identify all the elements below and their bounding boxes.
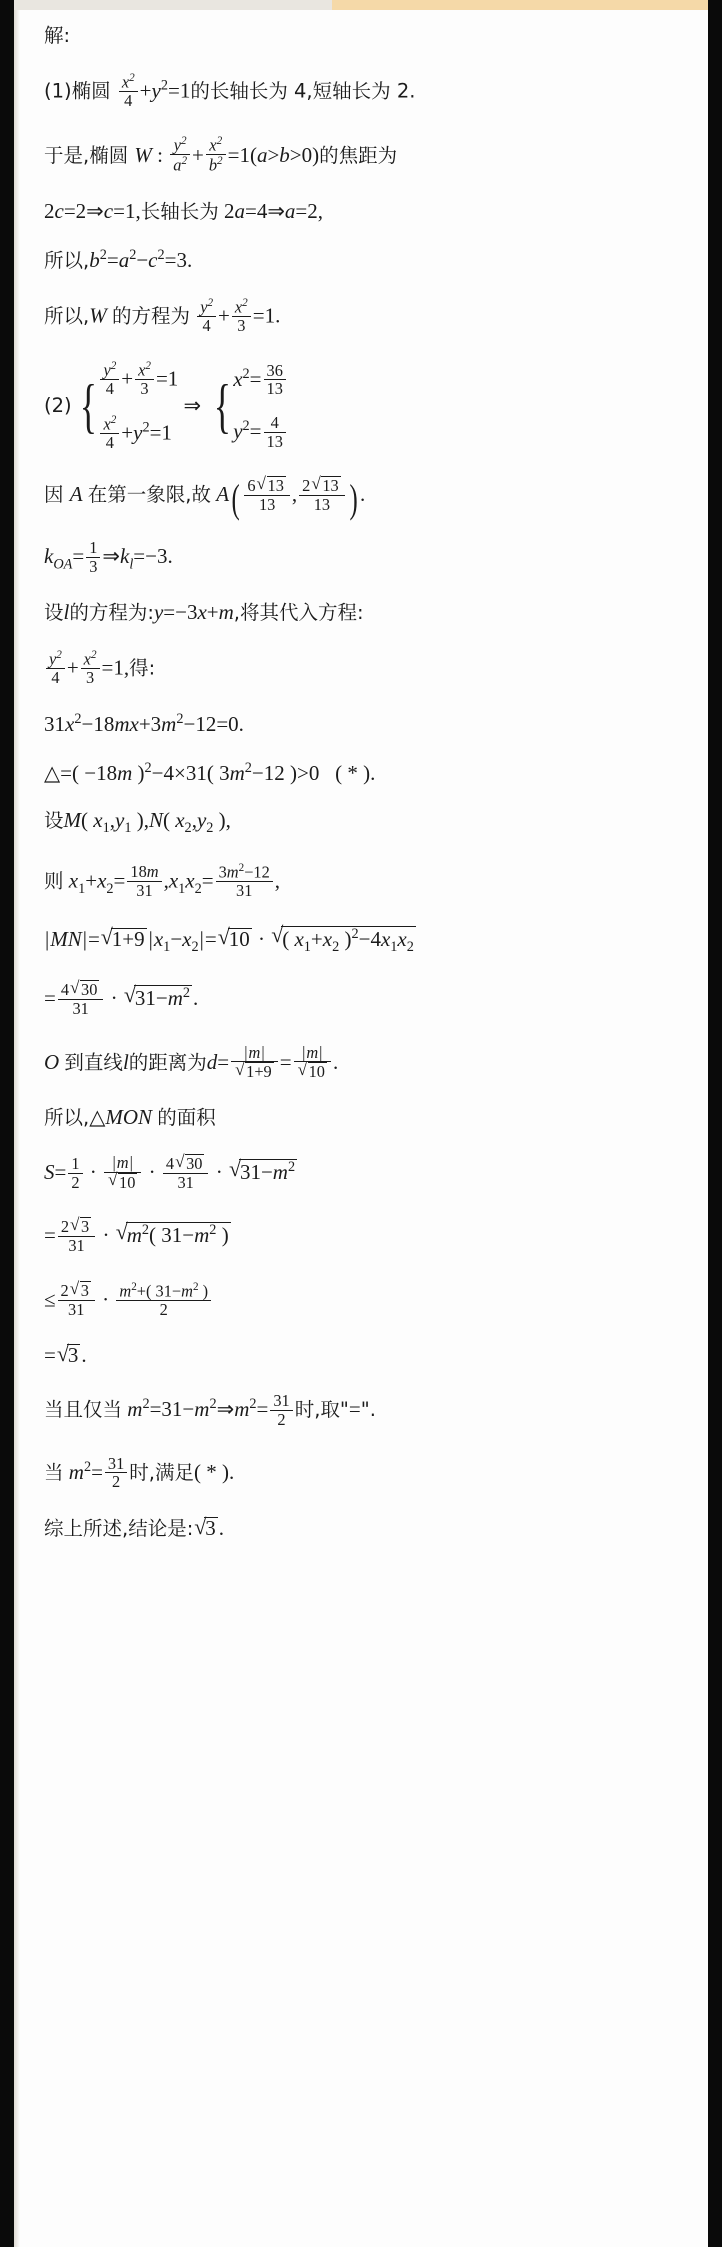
line-part2-A: 因 A 在第一象限,故 A( $\frac{6 √ 13}{13}$ , $\frac{2 √ 13}{13}$ ) . — [44, 476, 688, 513]
solution-heading: 解: — [44, 24, 71, 47]
paper-surface — [14, 0, 708, 2247]
page-right-margin — [708, 0, 722, 2247]
line-part2-S3: ≤ $\frac{2 √ 3}{31}$ · $\frac{m^2+( 31-m^2 )}{2}$ — [44, 1281, 688, 1319]
line-conclusion: 综上所述,结论是: √ 3 . — [44, 1517, 688, 1539]
line-part2-vieta: 则 $x_1+x_2=$ $\frac{18m}{31}$ $,x_1x_2=$ $\frac{3m^2-12}{31}$ , — [44, 861, 281, 901]
line-part2-eqcase: 当且仅当 $m^2=31-m^2\Rightarrow m^2=$ $\frac{31}{2}$ 时,取"=". — [44, 1391, 376, 1429]
line-part2-len1: |MN|= √ 1+9 $|x_1-x_2|=$ √ 10 · √ ( $x_1+x_2$ )$^2-4x_1x_2$ — [44, 926, 688, 954]
line-part1-eq: 所以,W 的方程为 $\frac{y^2}{4}$ + $\frac{x^2}{3}$ =1. — [44, 296, 281, 335]
line-part1-c: 2c=2⇒c=1,长轴长为 2a=4⇒a=2, — [44, 198, 324, 223]
line-part2-kOA: $k_{OA}=$ $\frac{1}{3}$ $\Rightarrow k_l=-3$. — [44, 538, 173, 576]
page-left-margin — [0, 0, 14, 2247]
line-part2-S1: S= $\frac{1}{2}$ · |m| √ 10 · $\frac{4 √ 30}{31}$ · √ $31-m^2$ — [44, 1154, 688, 1191]
line-part2-system: (2) { $\frac{y^2}{4}$ + $\frac{x^2}{3}$ =1 $\frac{x^2}{4}$ $+y^2=1$ ⇒ { $x^2=$ $\frac{36}{13}$ $y^2=$ $\frac{4}{13}$ — [44, 360, 688, 452]
line-part2-delta: △=( −18m )$^2$−4×31( $3m^2-12$ )>0 ( * ). — [44, 760, 376, 786]
line-part2-quad: $31x^2-18mx+3m^2-12=0$. — [44, 711, 244, 737]
top-accent-bar — [332, 0, 708, 10]
line-part2-S2: = $\frac{2 √ 3}{31}$ · √ $m^2$( $31-m^2$ ) — [44, 1217, 688, 1254]
line-part2-area-label: 所以,△MON 的面积 — [44, 1104, 216, 1129]
line-part1-intro: (1)椭圆 $\frac{x^2}{4}$ $+y^2=1$的长轴长为 4,短轴长为 2. — [44, 71, 416, 110]
line-part1-b2: 所以$,b^2=a^2-c^2=3$. — [44, 246, 193, 272]
line-part2-line: 设l的方程为:y=−3x+m,将其代入方程: — [44, 599, 364, 624]
line-part1-W: 于是,椭圆 W : $\frac{y^2}{a^2}$ + $\frac{x^2}{b^2}$ =1(a>b>0)的焦距为 — [44, 135, 398, 175]
line-part2-sub: $\frac{y^2}{4}$ + $\frac{x^2}{3}$ =1,得: — [44, 649, 688, 687]
equation-system-left: { $\frac{y^2}{4}$ + $\frac{x^2}{3}$ =1 $\frac{x^2}{4}$ $+y^2=1$ — [79, 360, 179, 453]
page-fold-shadow — [14, 10, 20, 2247]
solution-body — [44, 26, 688, 1565]
line-part2-dist: O 到直线l的距离为d= |m| √ 1+9 = |m| √ 10 . — [44, 1044, 688, 1081]
line-part2-MN: 设M( $x_1,y_1$ ),N( $x_2,y_2$ ), — [44, 808, 231, 837]
line-part2-S4: = √ 3 . — [44, 1344, 688, 1366]
line-part2-check: 当 $m^2=$ $\frac{31}{2}$ 时,满足( * ). — [44, 1453, 235, 1492]
line-part2-len2: = $\frac{4 √ 30}{31}$ · √ $31-m^2$ . — [44, 980, 688, 1017]
equation-system-right: { $x^2=$ $\frac{36}{13}$ $y^2=$ $\frac{4}{13}$ — [206, 362, 287, 451]
